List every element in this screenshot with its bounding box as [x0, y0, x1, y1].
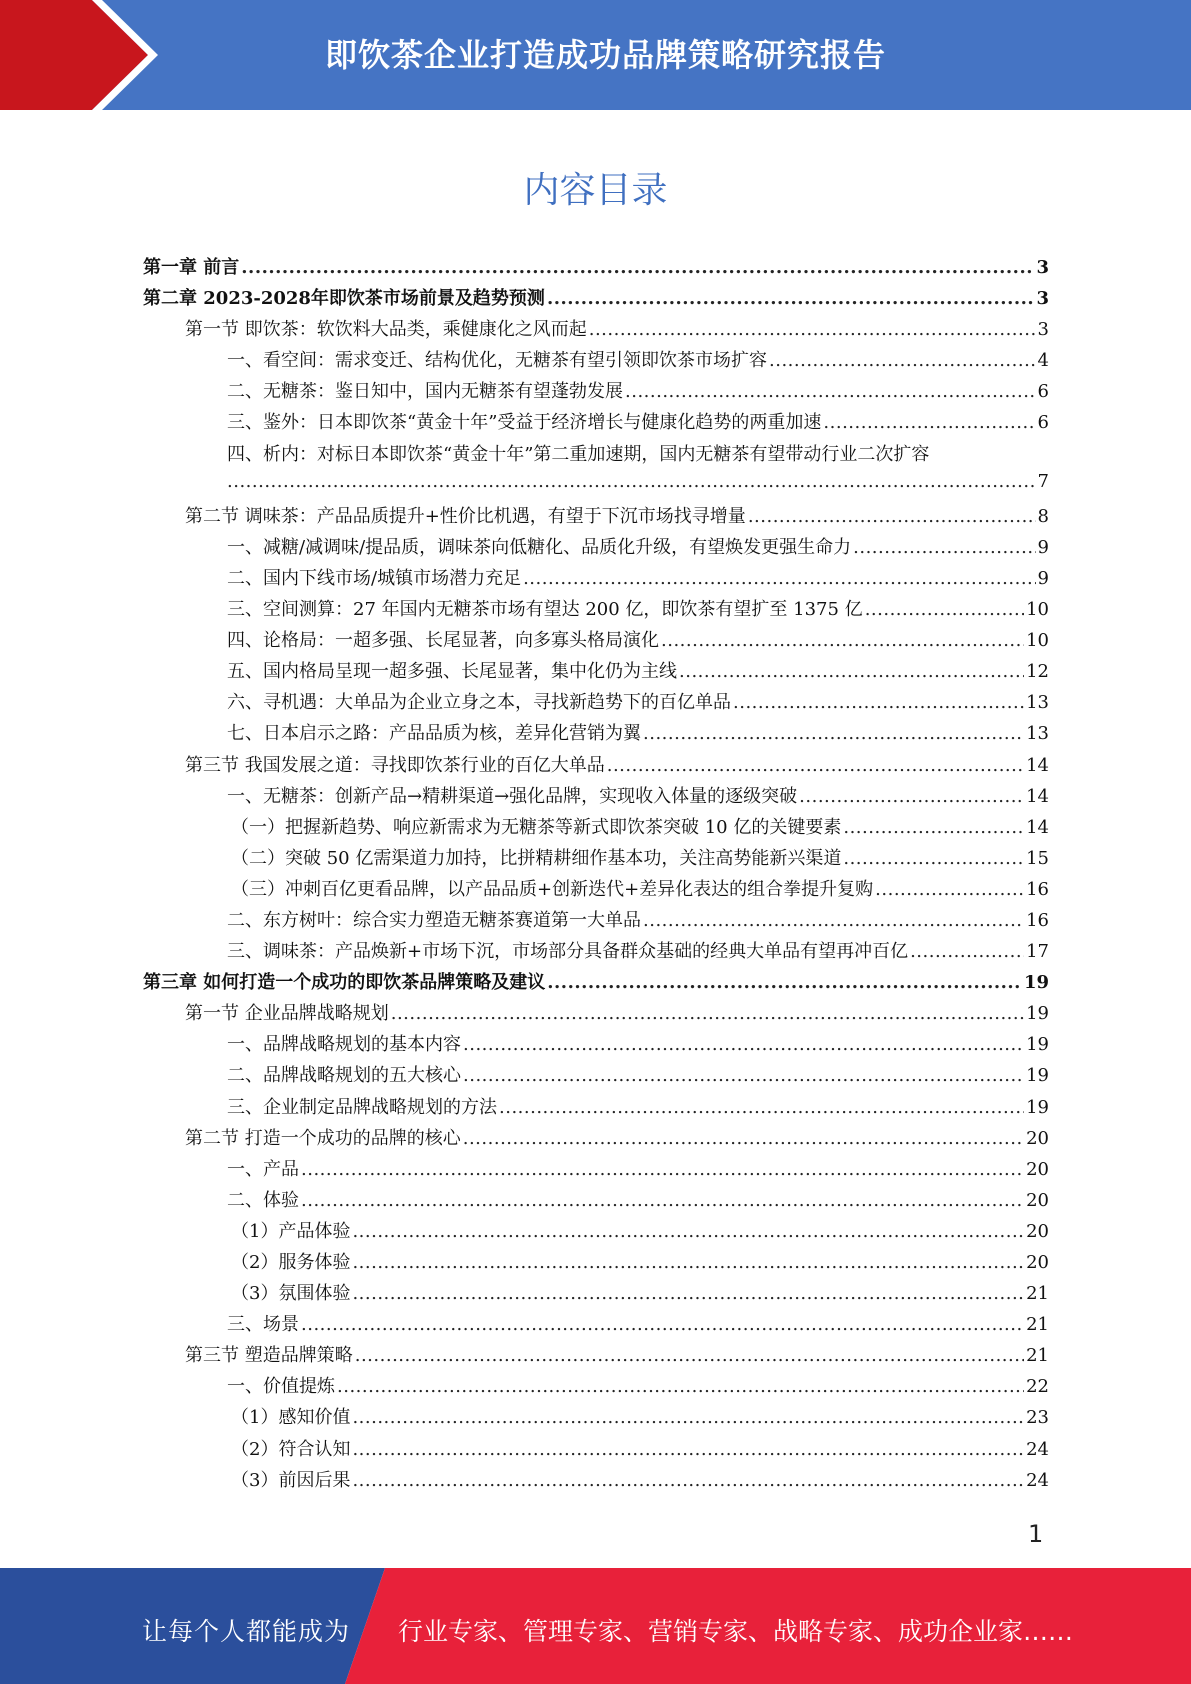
toc-entry[interactable] — [143, 284, 1049, 315]
toc-entry[interactable] — [143, 346, 1049, 377]
toc-entry-label: 第二节 调味茶：产品品质提升+性价比机遇，有望于下沉市场找寻增量 — [185, 505, 746, 527]
toc-entry-page: 16 — [1026, 878, 1049, 900]
toc-entry-page: 9 — [1037, 536, 1049, 558]
toc-entry-page: 20 — [1026, 1252, 1049, 1273]
footer-slogan-left: 让每个人都能成为 — [142, 1617, 351, 1646]
toc-entry[interactable] — [143, 751, 1049, 782]
toc-entry-page: 8 — [1037, 505, 1049, 527]
dot-leader — [355, 1345, 1024, 1366]
toc-entry-page: 14 — [1026, 816, 1049, 838]
toc-entry-label: 六、寻机遇：大单品为企业立身之本，寻找新趋势下的百亿单品 — [227, 692, 731, 714]
toc-entry[interactable] — [143, 968, 1049, 999]
toc-entry-label: 一、产品 — [227, 1158, 299, 1180]
toc-entry-page: 15 — [1026, 847, 1049, 869]
report-title: 即饮茶企业打造成功品牌策略研究报告 — [324, 36, 886, 74]
toc-entry-page: 3 — [1037, 319, 1049, 341]
dot-leader — [352, 1252, 1024, 1273]
footer-slogan-right: 行业专家、管理专家、营销专家、战略专家、成功企业家…… — [398, 1617, 1074, 1646]
toc-entry[interactable] — [143, 377, 1049, 408]
dot-leader — [337, 1376, 1024, 1397]
toc-entry[interactable] — [143, 1186, 1049, 1217]
toc-entry-page: 3 — [1036, 257, 1049, 278]
toc-entry[interactable] — [143, 440, 1049, 471]
toc-entry-page: 20 — [1026, 1220, 1049, 1242]
toc-entry[interactable] — [143, 1466, 1049, 1497]
toc-entry[interactable] — [143, 1217, 1049, 1248]
toc-entry-page: 17 — [1026, 941, 1049, 963]
toc-entry-label: （三）冲刺百亿更看品牌，以产品品质+创新迭代+差异化表达的组合拳提升复购 — [231, 878, 874, 900]
dot-leader — [499, 1097, 1024, 1118]
dot-leader — [352, 1407, 1024, 1428]
dot-leader — [352, 1221, 1024, 1242]
toc-entry-label: 第三节 塑造品牌策略 — [185, 1345, 353, 1367]
toc-entry-label: 第二节 打造一个成功的品牌的核心 — [185, 1127, 461, 1149]
toc-entry-label: 第三章 如何打造一个成功的即饮茶品牌策略及建议 — [143, 972, 546, 994]
toc-entry-label: 二、东方树叶：综合实力塑造无糖茶赛道第一大单品 — [227, 909, 641, 931]
toc-entry[interactable] — [143, 315, 1049, 346]
toc-entry-page: 21 — [1026, 1314, 1049, 1336]
toc-entry[interactable] — [143, 999, 1049, 1030]
toc-entry-label: 三、空间测算：27 年国内无糖茶市场有望达 200 亿，即饮茶有望扩至 1375 亿 — [227, 599, 863, 621]
toc-entry-label: （1）感知价值 — [231, 1407, 351, 1429]
toc-entry-page: 10 — [1026, 599, 1049, 621]
toc-entry-label: （3）前因后果 — [231, 1469, 351, 1491]
toc-entry-label: 一、看空间：需求变迁、结构优化，无糖茶有望引领即饮茶市场扩容 — [227, 350, 767, 372]
toc-entry-page: 12 — [1026, 661, 1049, 683]
toc-entry[interactable] — [143, 626, 1049, 657]
toc-entry-label: 四、论格局：一超多强、长尾显著，向多寡头格局演化 — [227, 630, 659, 652]
dot-leader — [679, 661, 1024, 682]
toc-entry-page: 3 — [1036, 288, 1049, 310]
toc-entry[interactable] — [143, 408, 1049, 439]
toc-entry-label: 四、析内：对标日本即饮茶“黄金十年”第二重加速期，国内无糖茶有望带动行业二次扩容 — [227, 443, 930, 465]
toc-heading: 内容目录 — [523, 170, 668, 211]
toc-entry[interactable] — [143, 844, 1049, 875]
toc-entry[interactable] — [143, 1061, 1049, 1092]
toc-entry[interactable] — [143, 782, 1049, 813]
dot-leader — [352, 1283, 1024, 1304]
toc-entry[interactable] — [143, 253, 1049, 284]
toc-entry-label: 二、品牌战略规划的五大核心 — [227, 1065, 461, 1087]
dot-leader — [301, 1314, 1024, 1335]
toc-entry-page: 19 — [1023, 972, 1049, 994]
toc-entry-label: 二、国内下线市场/城镇市场潜力充足 — [227, 567, 522, 589]
toc-entry-label: 一、品牌战略规划的基本内容 — [227, 1034, 461, 1056]
toc-entry[interactable] — [143, 719, 1049, 750]
dot-leader — [391, 1003, 1024, 1024]
page-number: 1 — [1028, 1520, 1044, 1548]
toc-entry[interactable] — [143, 595, 1049, 626]
dot-leader — [643, 723, 1024, 744]
toc-entry-page: 20 — [1026, 1127, 1049, 1149]
dot-leader — [352, 1439, 1024, 1460]
toc-entry-label: 一、无糖茶：创新产品→精耕渠道→强化品牌，实现收入体量的逐级突破 — [227, 785, 798, 807]
toc-entry-label: （二）突破 50 亿需渠道力加持，比拼精耕细作基本功，关注高势能新兴渠道 — [231, 847, 842, 869]
dot-leader — [910, 941, 1024, 962]
dot-leader — [589, 319, 1036, 340]
dot-leader — [607, 755, 1024, 776]
toc-entry[interactable] — [143, 688, 1049, 719]
toc-entry-page: 13 — [1026, 723, 1049, 745]
toc-entry-page: 16 — [1026, 909, 1049, 931]
toc-entry-page: 20 — [1026, 1189, 1049, 1211]
toc-entry[interactable] — [143, 1279, 1049, 1310]
toc-entry-page: 19 — [1026, 1034, 1049, 1056]
toc-entry-label: 第一节 即饮茶：软饮料大品类，乘健康化之风而起 — [185, 319, 587, 341]
toc-entry[interactable] — [143, 1341, 1049, 1372]
dot-leader — [241, 257, 1034, 278]
dot-leader — [748, 506, 1036, 527]
dot-leader — [843, 848, 1024, 869]
dot-leader — [769, 350, 1036, 371]
dot-leader — [463, 1065, 1024, 1086]
toc-entry-label: 二、体验 — [227, 1189, 299, 1211]
toc-entry[interactable] — [143, 906, 1049, 937]
toc-entry-page: 13 — [1026, 692, 1049, 714]
footer-banner — [0, 1568, 1191, 1684]
toc-entry[interactable] — [143, 1310, 1049, 1341]
header-banner — [0, 0, 1191, 110]
toc-entry-label: （3）氛围体验 — [231, 1283, 351, 1305]
dot-leader — [823, 412, 1035, 433]
dot-leader — [352, 1470, 1024, 1491]
toc-entry-page: 6 — [1037, 381, 1049, 403]
toc-entry-label: （1）产品体验 — [231, 1220, 351, 1242]
toc-entry-page: 23 — [1026, 1407, 1049, 1429]
toc-entry-label: 第三节 我国发展之道：寻找即饮茶行业的百亿大单品 — [185, 754, 605, 776]
toc-entry-label: 五、国内格局呈现一超多强、长尾显著，集中化仍为主线 — [227, 661, 677, 683]
toc-entry-page: 21 — [1026, 1345, 1049, 1367]
toc-entry[interactable] — [143, 1155, 1049, 1186]
toc-entry-page: 10 — [1026, 630, 1049, 652]
toc-entry-label: 一、减糖/减调味/提品质，调味茶向低糖化、品质化升级，有望焕发更强生命力 — [227, 536, 852, 558]
dot-leader — [799, 786, 1024, 807]
toc-entry-label: 三、企业制定品牌战略规划的方法 — [227, 1096, 497, 1118]
toc-entry[interactable] — [143, 1124, 1049, 1155]
dot-leader — [227, 471, 1036, 492]
toc-entry-page: 9 — [1037, 567, 1049, 589]
toc-entry-page: 4 — [1037, 350, 1049, 372]
toc-entry-page: 19 — [1026, 1065, 1049, 1087]
toc-entry-page: 14 — [1026, 754, 1049, 776]
toc-entry[interactable] — [143, 1093, 1049, 1124]
toc-entry-page: 7 — [1037, 470, 1049, 492]
dot-leader — [643, 910, 1024, 931]
toc-entry-page: 24 — [1026, 1438, 1049, 1460]
toc-entry[interactable] — [143, 813, 1049, 844]
dot-leader — [301, 1159, 1024, 1180]
toc-entry-page: 20 — [1026, 1158, 1049, 1180]
toc-entry-page: 14 — [1026, 785, 1049, 807]
toc-entry[interactable] — [143, 1403, 1049, 1434]
dot-leader — [865, 599, 1024, 620]
toc-entry-label: （2）符合认知 — [231, 1438, 351, 1460]
toc-entry-page: 22 — [1026, 1376, 1049, 1398]
toc-entry[interactable] — [143, 1030, 1049, 1061]
dot-leader — [661, 630, 1024, 651]
toc-entry[interactable] — [143, 533, 1049, 564]
dot-leader — [463, 1128, 1024, 1149]
toc-entry-label: 七、日本启示之路：产品品质为核，差异化营销为翼 — [227, 723, 641, 745]
toc-entry[interactable] — [143, 875, 1049, 906]
dot-leader — [301, 1190, 1024, 1211]
toc-entry-label: 第一节 企业品牌战略规划 — [185, 1003, 389, 1025]
toc-entry-label: 三、鉴外：日本即饮茶“黄金十年”受益于经济增长与健康化趋势的两重加速 — [227, 412, 822, 434]
toc-entry[interactable] — [143, 657, 1049, 688]
toc-entry-label: （一）把握新趋势、响应新需求为无糖茶等新式即饮茶突破 10 亿的关键要素 — [231, 816, 842, 838]
toc-entry-continuation[interactable] — [143, 471, 1049, 502]
table-of-contents — [143, 253, 1049, 1497]
dot-leader — [463, 1034, 1024, 1055]
dot-leader — [523, 568, 1035, 589]
dot-leader — [875, 879, 1024, 900]
toc-entry-page: 19 — [1026, 1003, 1049, 1025]
dot-leader — [733, 692, 1024, 713]
toc-entry[interactable] — [143, 1372, 1049, 1403]
toc-entry-page: 24 — [1026, 1469, 1049, 1491]
dot-leader — [853, 537, 1035, 558]
toc-entry-page: 21 — [1026, 1283, 1049, 1305]
toc-entry-label: （2）服务体验 — [231, 1252, 351, 1273]
toc-entry-label: 二、无糖茶：鉴日知中，国内无糖茶有望蓬勃发展 — [227, 381, 623, 403]
toc-entry-label: 第二章 2023-2028年即饮茶市场前景及趋势预测 — [143, 288, 545, 310]
toc-entry[interactable] — [143, 502, 1049, 533]
toc-entry[interactable] — [143, 937, 1049, 968]
dot-leader — [547, 288, 1035, 309]
dot-leader — [625, 381, 1036, 402]
dot-leader — [547, 972, 1022, 993]
toc-entry-page: 19 — [1026, 1096, 1049, 1118]
dot-leader — [843, 817, 1024, 838]
toc-entry-label: 第一章 前言 — [143, 257, 240, 278]
toc-entry[interactable] — [143, 1435, 1049, 1466]
toc-entry-label: 三、调味茶：产品焕新+市场下沉，市场部分具备群众基础的经典大单品有望再冲百亿 — [227, 941, 909, 963]
toc-entry[interactable] — [143, 564, 1049, 595]
toc-entry-page: 6 — [1037, 412, 1049, 434]
toc-entry-label: 一、价值提炼 — [227, 1376, 335, 1398]
toc-entry-label: 三、场景 — [227, 1314, 299, 1336]
toc-entry[interactable] — [143, 1248, 1049, 1279]
